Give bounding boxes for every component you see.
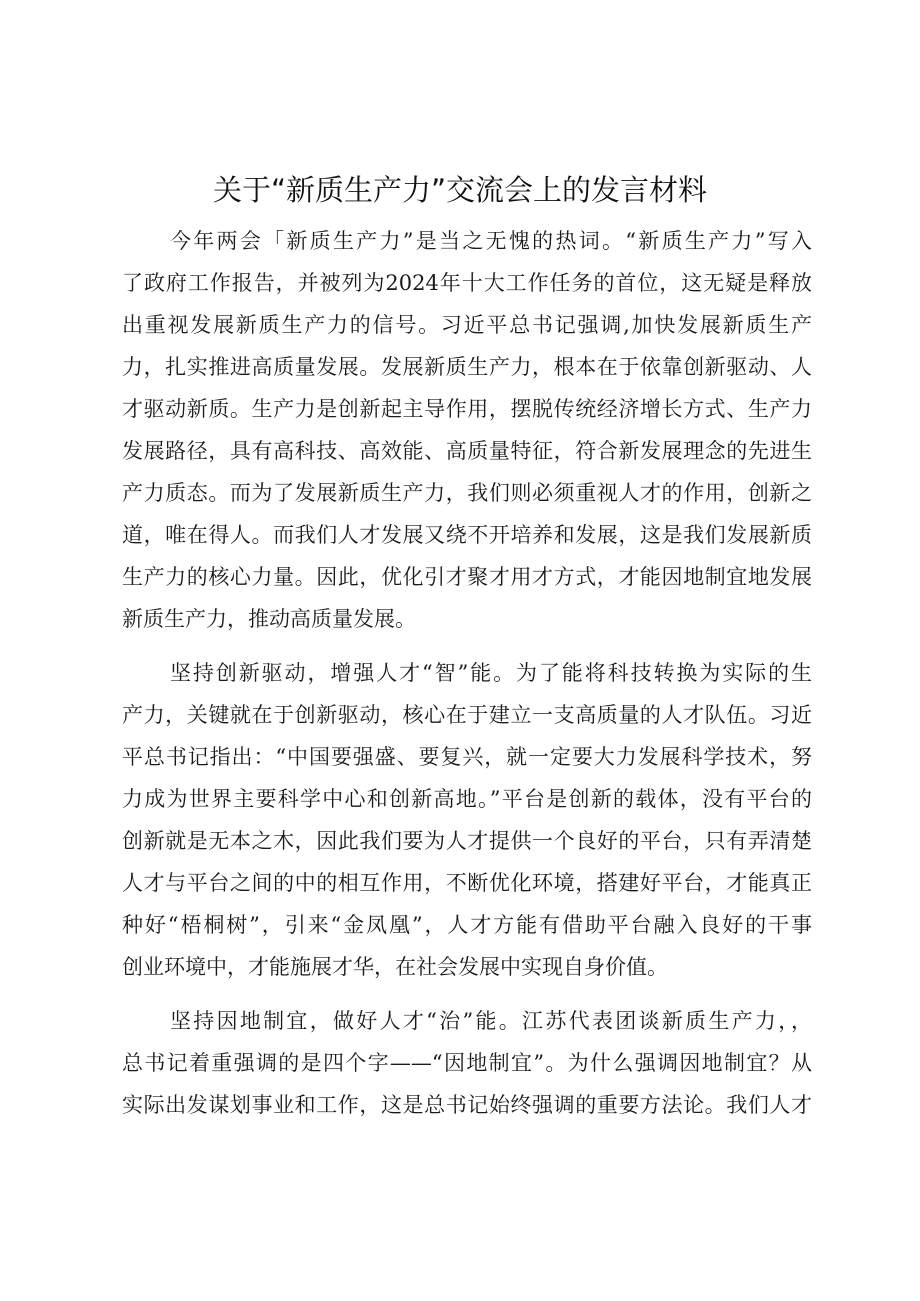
paragraph-1-line-10: 新质生产力，推动高质量发展。 <box>122 607 416 631</box>
paragraph-1-line-4: 力，扎实推进高质量发展。发展新质生产力，根本在于依靠创新驱动、人 <box>122 355 812 379</box>
paragraph-1-line-8: 道，唯在得人。而我们人才发展又绕不开培养和发展，这是我们发展新质 <box>122 523 812 547</box>
paragraph-2-line-4: 力成为世界主要科学中心和创新高地。”平台是创新的载体，没有平台的 <box>122 787 812 811</box>
paragraph-1-line-2: 了政府工作报告，并被列为2024年十大工作任务的首位，这无疑是释放 <box>122 271 812 295</box>
paragraph-1-line-5: 才驱动新质。生产力是创新起主导作用，摆脱传统经济增长方式、生产力 <box>122 397 812 421</box>
paragraph-2-line-2: 产力，关键就在于创新驱动，核心在于建立一支高质量的人才队伍。习近 <box>122 703 812 727</box>
paragraph-1-line-1: 今年两会「新质生产力”是当之无愧的热词。“新质生产力”写入 <box>170 229 812 253</box>
document-title: 关于“新质生产力”交流会上的发言材料 <box>212 173 708 207</box>
paragraph-2-line-3: 平总书记指出：“中国要强盛、要复兴，就一定要大力发展科学技术，努 <box>122 745 812 769</box>
paragraph-2-line-6: 人才与平台之间的中的相互作用，不断优化环境，搭建好平台，才能真正 <box>122 871 812 895</box>
paragraph-3-line-3: 实际出发谋划事业和工作，这是总书记始终强调的重要方法论。我们人才 <box>122 1093 812 1117</box>
paragraph-2-line-7: 种好“梧桐树”，引来“金凤凰”，人才方能有借助平台融入良好的干事 <box>122 913 812 937</box>
paragraph-1-line-3: 出重视发展新质生产力的信号。习近平总书记强调,加快发展新质生产 <box>122 313 812 337</box>
paragraph-3-line-1: 坚持因地制宜，做好人才“治”能。江苏代表团谈新质生产力，， <box>170 1009 812 1033</box>
paragraph-1-line-7: 产力质态。而为了发展新质生产力，我们则必须重视人才的作用，创新之 <box>122 481 812 505</box>
paragraph-1-line-6: 发展路径，具有高科技、高效能、高质量特征，符合新发展理念的先进生 <box>122 439 812 463</box>
paragraph-2-line-1: 坚持创新驱动，增强人才“智”能。为了能将科技转换为实际的生 <box>170 661 812 685</box>
paragraph-1-line-9: 生产力的核心力量。因此，优化引才聚才用才方式，才能因地制宜地发展 <box>122 565 812 589</box>
paragraph-2-line-5: 创新就是无本之木，因此我们要为人才提供一个良好的平台，只有弄清楚 <box>122 829 812 853</box>
paragraph-3-line-2: 总书记着重强调的是四个字——“因地制宜”。为什么强调因地制宜？从 <box>122 1051 812 1075</box>
paragraph-2-line-8: 创业环境中，才能施展才华，在社会发展中实现自身价值。 <box>122 955 668 979</box>
